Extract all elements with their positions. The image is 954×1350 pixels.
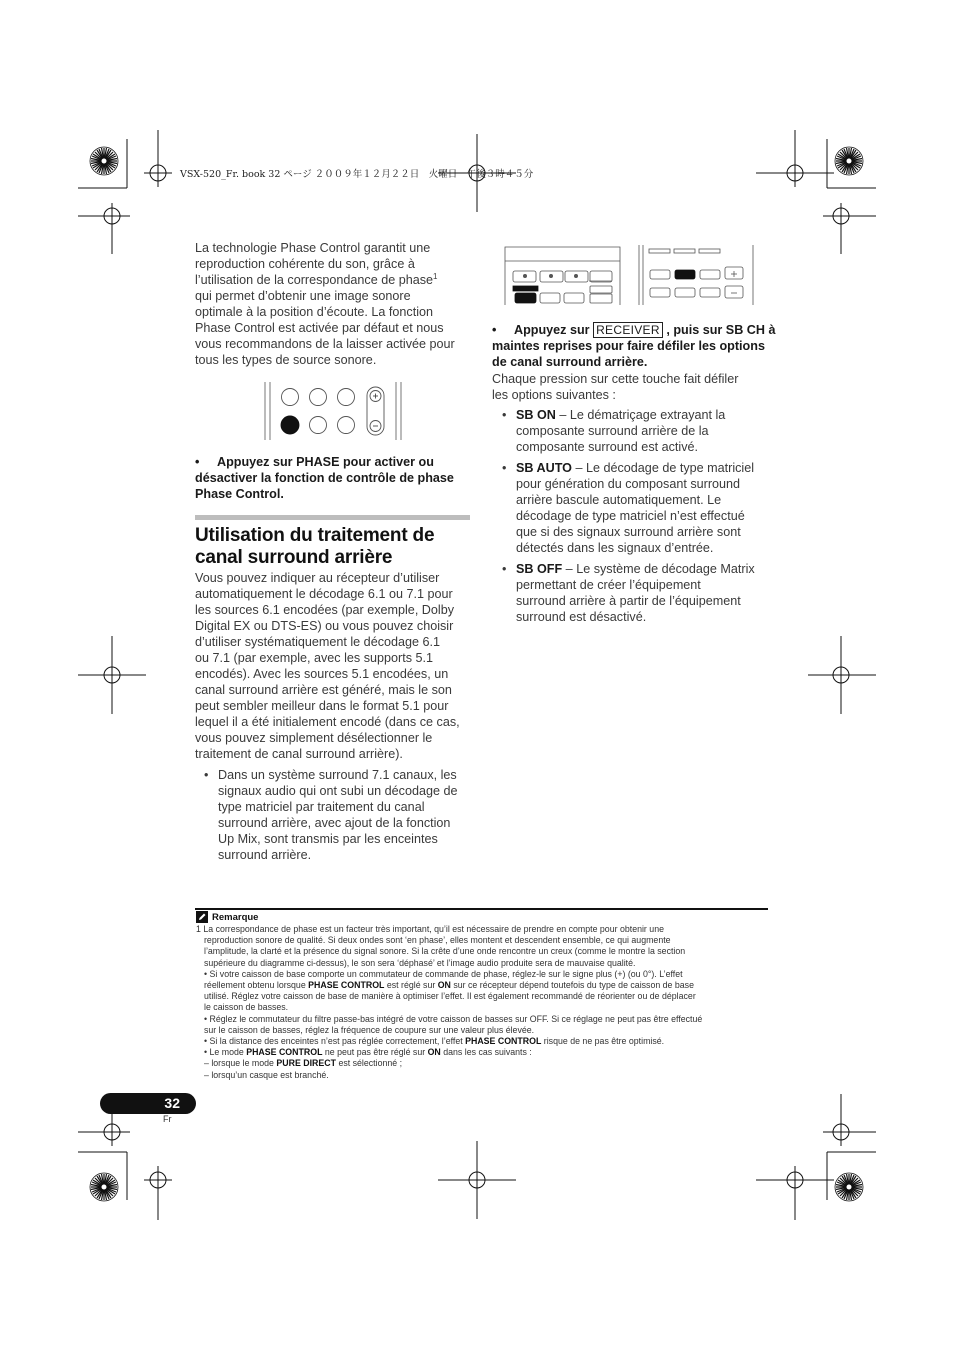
- sb-auto-option: • SB AUTO – Le décodage de type matriciel pour génération du composant surround arrière bascule automatiquement. Le décodage de type matriciel n’est effectué que si des signaux surround arrière sont détectés dans les signaux d’entrée.: [502, 461, 755, 555]
- sb-on-option: • SB ON – Le dématriçage extrayant la composante surround arrière de la composante surround est activé.: [502, 408, 726, 454]
- note-bullet-phase-switch: • Si votre caisson de base comporte un commutateur de commande de phase, réglez-le sur le signe plus (+) (ou 0°). L’effet réellement obtenu lorsque PHASE CONTROL est réglé sur ON sur ce récepteur dépend toutefois du type de caisson de base utilisé. Réglez votre caisson de base de manière à optimiser l’effet. Il est également recommandé de réorienter ou de déplacer le caisson de basses.: [204, 968, 696, 1013]
- remote-button: [310, 389, 327, 406]
- sb-ch-button: [675, 270, 695, 279]
- sb-off-option: • SB OFF – Le système de décodage Matrix permettant de créer l’équipement surround arrière à partir de l’équipement surround est désactivé.: [502, 562, 755, 624]
- note-header: [196, 911, 258, 923]
- note-bullet-distance: • Si la distance des enceintes n’est pas réglée correctement, l’effet PHASE CONTROL risque de ne pas être optimisé.: [204, 1036, 665, 1047]
- section-rule: [195, 515, 470, 520]
- phase-control-intro: La technologie Phase Control garantit une reproduction cohérente du son, grâce à l’utilisation de la correspondance de phase$^1$ qui permet d’obtenir une image sonore optimale à la position d’écoute. La fonction Phase Control est activée par défaut et nous vous recommandons de la laisser activée pour tous les types de source sonore.: [195, 241, 455, 367]
- receiver-button: [515, 293, 536, 303]
- page-language: Fr: [163, 1114, 172, 1124]
- note-title: Remarque: [212, 911, 259, 923]
- note-pencil-icon: [196, 911, 208, 923]
- page-number-tab: [100, 1093, 196, 1114]
- remote-button: [282, 389, 299, 406]
- phase-instruction: • Appuyez sur PHASE pour activer ou désactiver la fonction de contrôle de phase Phase Control.: [195, 455, 454, 501]
- phase-button: [281, 416, 299, 434]
- print-info-header: VSX-520_Fr. book 32 ページ ２００９年１２月２２日 火曜日 午後３時４５分: [180, 169, 534, 180]
- remote-button: [310, 417, 327, 434]
- remote-button: [338, 417, 355, 434]
- sbch-instruction: • Appuyez sur RECEIVER , puis sur SB CH à maintes reprises pour faire défiler les options de canal surround arrière.: [492, 323, 776, 369]
- footnote-1: 1 La correspondance de phase est un facteur très important, qu’il est nécessaire de prendre en compte pour obtenir une: [196, 924, 664, 934]
- receiver-key-label: RECEIVER: [593, 322, 663, 338]
- remote-phase-button-diagram: [262, 380, 404, 442]
- remote-button: [338, 389, 355, 406]
- section-heading: Utilisation du traitement de canal surround arrière: [195, 525, 435, 568]
- page-number: 32: [164, 1095, 180, 1111]
- surround-71-bullet: • Dans un système surround 7.1 canaux, les signaux audio qui ont subi un décodage de type matriciel par traitement du canal surround arrière, avec ajout de la fonction Up Mix, sont transmis par les enceintes surround arrière.: [204, 768, 458, 862]
- note-bullet-lowpass: • Réglez le commutateur du filtre passe-bas intégré de votre caisson de basses sur OFF. Si ce réglage ne peut pas être effectué sur le caisson de basses, réglez la fréquence de coupure sur une valeur plus élevée.: [204, 1013, 703, 1035]
- remote-sbch-button-diagram: [503, 243, 759, 307]
- sb-option-list: [502, 407, 777, 625]
- footnote-block: 1 La correspondance de phase est un facteur très important, qu’il est nécessaire de prendre en compte pour obtenir une reproduction sonore de qualité. Si deux ondes sont ‘en phase’, elles montent et descendent ensemble, ce qui augmente l’amplitude, la clarté et la présence du signal sonore. Si la crête d’une onde rencontre un creux (comme le montre la section supérieure du diagramme ci-dessus), le son sera ‘déphasé’ et l’image audio produite sera de mauvaise qualité. • Si votre caisson de base comporte un commutateur de commande de phase, réglez-le sur le signe plus (+) (ou 0°). L’effet réellement obtenu lorsque PHASE CONTROL est réglé sur ON sur ce récepteur dépend toutefois du type de caisson de base utilisé. Réglez votre caisson de base de manière à optimiser l’effet. Il est également recommandé de réorienter ou de déplacer le caisson de basses. • Réglez le commutateur du filtre passe-bas intégré de votre caisson de basses sur OFF. Si ce réglage ne peut pas être effectué sur le caisson de basses, réglez la fréquence de coupure sur une valeur plus élevée. • Si la distance des enceintes n’est pas réglée correctement, l’effet PHASE CONTROL risque de ne pas être optimisé. • Le mode PHASE CONTROL ne peut pas être réglé sur ON dans les cas suivants : – lorsque le mode PURE DIRECT est sélectionné ; – lorsqu’un casque est branché.: [196, 924, 771, 1081]
- note-rule: [195, 908, 768, 910]
- note-bullet-cases: • Le mode PHASE CONTROL ne peut pas être réglé sur ON dans les cas suivants : – lorsque le mode PURE DIRECT est sélectionné ; – lorsqu’un casque est branché.: [204, 1047, 532, 1080]
- surround-back-body: Vous pouvez indiquer au récepteur d’utiliser automatiquement le décodage 6.1 ou 7.1 pour les sources 6.1 encodées (par exemple, Dolby Digital EX ou DTS-ES) ou vous pouvez choisir d’utiliser systématiquement le décodage 6.1 ou 7.1 (par exemple, avec les supports 5.1 encodés). Avec les sources 5.1 encodées, un canal surround arrière est généré, mais le son peut sembler meilleur dans le format 5.1 pour lequel il a été initialement encodé (dans ce cas, vous pouvez simplement désélectionner le traitement de canal surround arrière).: [195, 571, 460, 761]
- footnote-ref: 1: [433, 271, 438, 281]
- press-description: Chaque pression sur cette touche fait défiler les options suivantes :: [492, 372, 739, 402]
